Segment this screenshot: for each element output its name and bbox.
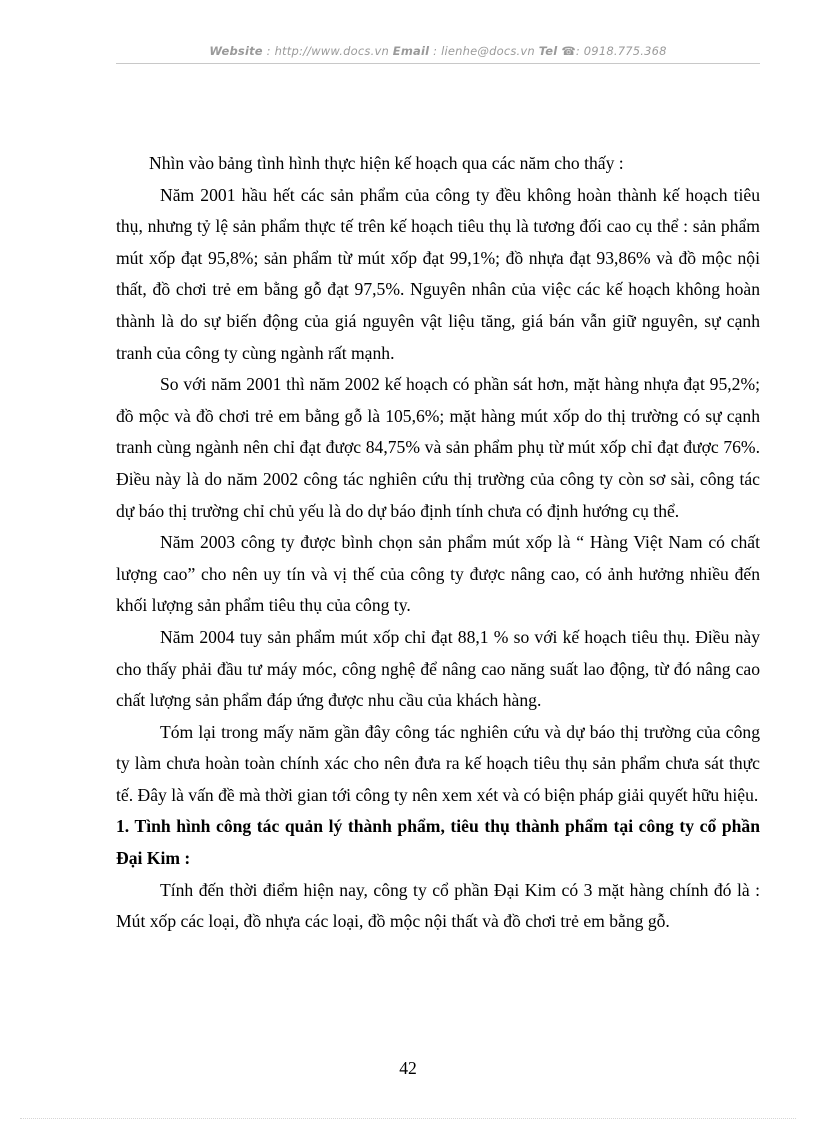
email-label: Email [392, 44, 430, 58]
page-number: 42 [399, 1058, 417, 1078]
tel-value: : 0918.775.368 [575, 44, 667, 58]
website-value: : http://www.docs.vn [266, 44, 389, 58]
phone-icon: ☎ [561, 44, 576, 58]
section-heading: 1. Tình hình công tác quản lý thành phẩm, tiêu thụ thành phẩm tại công ty cổ phần Đại Kim : [116, 816, 760, 869]
website-label: Website [209, 44, 263, 58]
paragraph-6: Tóm lại trong mấy năm gần đây công tác nghiên cứu và dự báo thị trường của công ty làm chưa hoàn toàn chính xác cho nên đưa ra kế hoạch tiêu thụ sản phẩm chưa sát thực tế. Đây là vấn đề mà thời gian tới công ty nên xem xét và có biện pháp giải quyết hữu hiệu. [116, 721, 760, 805]
tel-label: Tel [538, 44, 558, 58]
header-divider [116, 63, 760, 64]
email-value: : lienhe@docs.vn [433, 44, 535, 58]
paragraph-1: Nhìn vào bảng tình hình thực hiện kế hoạch qua các năm cho thấy : [149, 153, 624, 173]
document-body [116, 148, 760, 938]
page-header [116, 44, 760, 58]
paragraph-2: Năm 2001 hầu hết các sản phẩm của công ty đều không hoàn thành kế hoạch tiêu thụ, nhưng tỷ lệ sản phẩm thực tế trên kế hoạch tiêu thụ là tương đối cao cụ thể : sản phẩm mút xốp đạt 95,8%; sản phẩm từ mút xốp đạt 99,1%; đồ nhựa đạt 93,86% và đồ mộc nội thất, đồ chơi trẻ em bằng gỗ đạt 97,5%. Nguyên nhân của việc các kế hoạch không hoàn thành là do sự biến động của giá nguyên vật liệu tăng, giá bán vẫn giữ nguyên, sự cạnh tranh của công ty cùng ngành rất mạnh. [116, 184, 760, 363]
paragraph-4: Năm 2003 công ty được bình chọn sản phẩm mút xốp là “ Hàng Việt Nam có chất lượng cao” cho nên uy tín và vị thế của công ty được nâng cao, có ảnh hưởng nhiều đến khối lượng sản phẩm tiêu thụ của công ty. [116, 532, 760, 616]
paragraph-3: So với năm 2001 thì năm 2002 kế hoạch có phần sát hơn, mặt hàng nhựa đạt 95,2%; đồ mộc và đồ chơi trẻ em bằng gỗ là 105,6%; mặt hàng mút xốp do thị trường có sự cạnh tranh cùng ngành nên chỉ đạt được 84,75% và sản phẩm phụ từ mút xốp chỉ đạt được 76%. Điều này là do năm 2002 công tác nghiên cứu thị trường của công ty còn sơ sài, công tác dự báo thị trường chỉ chủ yếu là do dự báo định tính chưa có định hướng cụ thể. [116, 374, 760, 521]
page-bottom-divider [20, 1118, 796, 1119]
paragraph-5: Năm 2004 tuy sản phẩm mút xốp chỉ đạt 88,1 % so với kế hoạch tiêu thụ. Điều này cho thấy phải đầu tư máy móc, công nghệ để nâng cao năng suất lao động, từ đó nâng cao chất lượng sản phẩm đáp ứng được nhu cầu của khách hàng. [116, 626, 760, 711]
paragraph-7: Tính đến thời điểm hiện nay, công ty cổ phần Đại Kim có 3 mặt hàng chính đó là : Mút xốp các loại, đồ nhựa các loại, đồ mộc nội thất và đồ chơi trẻ em bằng gỗ. [116, 879, 760, 932]
